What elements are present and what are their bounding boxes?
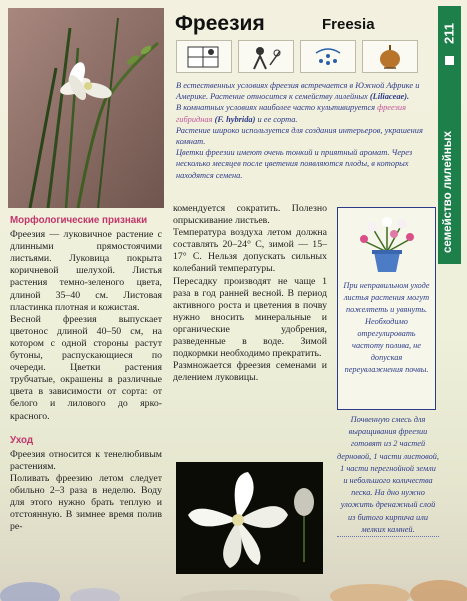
tip-text: При неправильном уходе листья растения могут пожелтеть и увянуть. Необходимо отрегулировать частоту полива, не допуская переувлажнения почвы. [343,281,430,374]
intro-p2a: В комнатных условиях наиболее часто культивируется [176,103,376,113]
intro-p4: Цветки фреезии имеют очень тонкий и приятный аромат. Через несколько месяцев после цветения появляются плоды, в которых находятся семена. [176,148,413,180]
care-icons-row [176,40,418,73]
care-p2: Поливать фреезию летом следует обильно 2–3 раза в неделю. Воду для этого нужно брать теплую и отстоянную. В зимнее время полив ре- [10,472,162,533]
freesia-photo-closeup [176,462,323,574]
freesia-photo-top [8,8,164,208]
soil-note [337,414,439,537]
latin-name: Freesia [322,16,375,33]
intro-text [176,80,434,181]
intro-paragraph [176,80,434,102]
middle-column [173,203,327,384]
care-heading: Уход [10,434,34,446]
col2-p1: комендуется сократить. Полезно опрыскивание листьев. [173,203,327,227]
sidebar-marker [445,56,454,65]
sun-window-icon [176,40,232,73]
soil-note-text: Почвенную смесь для выращивания фреезии готовят из 2 частей дерновой, 1 части листовой, 1 части перегнойной земли и небольшого количества песка. На дно нужно уложить дренажный слой из битого кирпича или мелких камней. [337,414,439,537]
col2-p2: Температура воздуха летом должна составлять 20–24° С, зимой — 15–17° С. Нельзя допускать сильных колебаний температуры. [173,227,327,275]
family-latin: (Liliaceae). [369,92,410,102]
intro-p2b: и ее сорта. [257,114,298,124]
intro-p1: В естественных условиях фреезия встречается в Южной Африке и Америке. Растение относится к семейству лилейных [176,81,420,102]
morph-p2: Весной фреезия выпускает цветонос длиной 40–50 см, на котором с одной стороны растут бутоны, распускающиеся по очереди. Цветки растения трубчатые, окрашены в различные цвета в зависимости от сорта: от белого и лилового до ярко-красного. [10,313,162,422]
intro-paragraph [176,102,434,124]
col2-p3: Пересадку производят не чаще 1 раза в год ранней весной. В период активного роста и цветения в почву нужно вносить минеральные и органические удобрения, разведенные в воде. Зимой подкормки необходимо прекратить. [173,275,327,360]
chapter-sidebar [438,6,461,264]
intro-p3: Растение широко используется для создания интерьеров, украшения комнат. [176,125,423,147]
freesia-stem-illustration [8,8,164,208]
page-title: Фреезия [175,12,265,35]
page-number: 211 [441,23,457,44]
tip-box [337,207,436,410]
care-p1: Фреезия относится к тенелюбивым растениям. [10,448,162,472]
col2-p4: Размножается фреезия семенами и делением луковицы. [173,360,327,384]
gardener-icon [238,40,294,73]
morph-p1: Фреезия — луковичное растение с длинными прямостоячими листьями. Луковица покрыта коричневой шелухой. Листья растения темно-зеленого цвета, длиной 35–40 см. Листовая пластинка плотная и кожистая. [10,229,162,313]
watering-can-icon [300,40,356,73]
section-label: семейство лилейных [442,131,454,253]
morph-heading: Морфологические признаки [10,215,148,226]
left-column [10,215,162,533]
potted-plant-illustration [352,212,422,274]
hybrid-latin: (F. hybrida) [214,114,256,124]
white-flower-illustration [176,462,323,574]
bulb-icon [362,40,418,73]
hybrid-name: фреезия гибридная [176,103,406,124]
